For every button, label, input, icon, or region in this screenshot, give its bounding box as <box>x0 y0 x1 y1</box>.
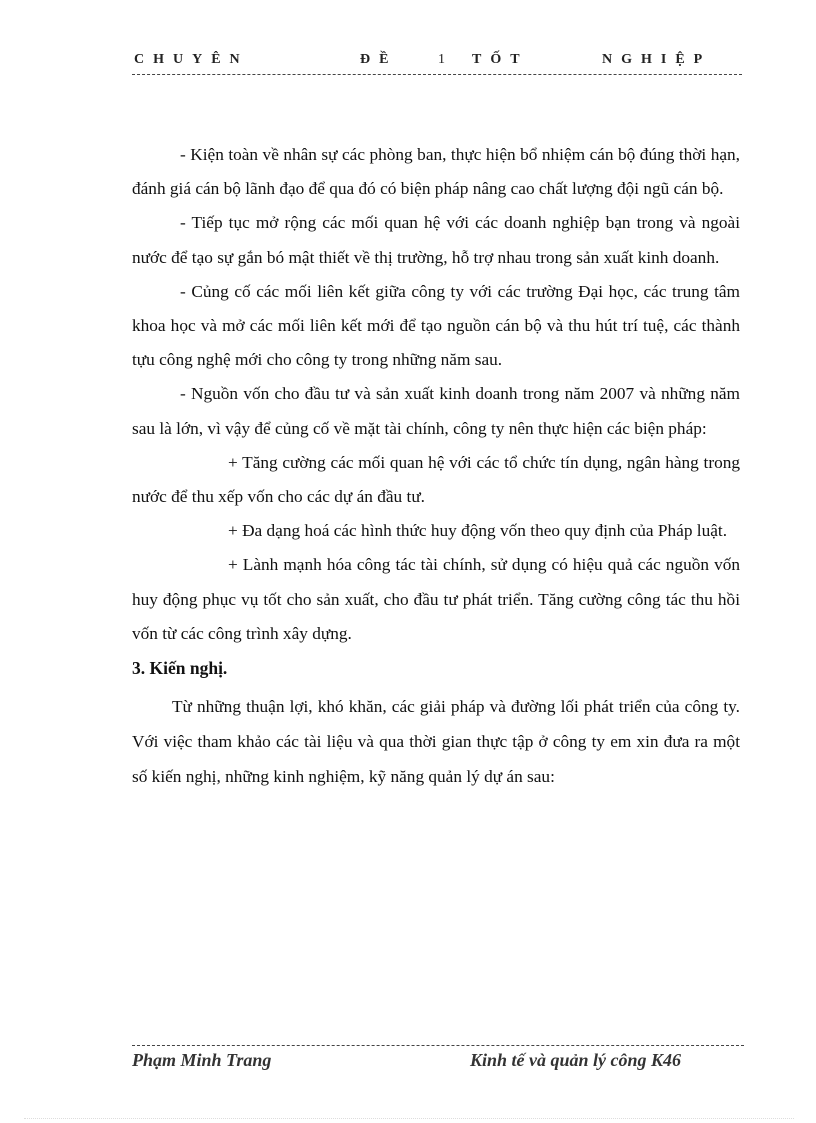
page-edge-divider <box>24 1118 794 1119</box>
paragraph-partnerships: - Tiếp tục mở rộng các mối quan hệ với các doanh nghiệp bạn trong và ngoài nước để tạo sự gắn bó mật thiết về thị trường, hỗ trợ nhau trong sản xuất kinh doanh. <box>132 213 740 267</box>
header-word-nghiep: NGHIỆP <box>602 52 712 67</box>
paragraph-recommendations: Từ những thuận lợi, khó khăn, các giải pháp và đường lối phát triển của công ty. Với việc tham khảo các tài liệu và qua thời gian thực tập ở công ty em xin đưa ra một số kiến nghị, những kinh nghiệm, kỹ năng quản lý dự án sau: <box>132 697 740 787</box>
header-word-de: ĐỀ <box>360 52 398 67</box>
header-word-chuyen: CHUYÊN <box>134 52 249 67</box>
document-body <box>132 138 740 794</box>
paragraph-universities: - Củng cố các mối liên kết giữa công ty với các trường Đại học, các trung tâm khoa học và mở các mối liên kết mới để tạo nguồn cán bộ và thu hút trí tuệ, các thành tựu công nghệ mới cho công ty trong những năm sau. <box>132 281 740 370</box>
paragraph-finance-health: + Lành mạnh hóa công tác tài chính, sử dụng có hiệu quả các nguồn vốn huy động phục vụ tốt cho sản xuất, cho đầu tư phát triển. Tăng cường công tác thu hồi vốn từ các công trình xây dựng. <box>132 555 740 643</box>
header-page-number: 1 <box>438 52 454 67</box>
paragraph-capital: - Nguồn vốn cho đầu tư và sản xuất kinh doanh trong năm 2007 và những năm sau là lớn, vì vậy để củng cố về mặt tài chính, công ty nên thực hiện các biện pháp: <box>132 384 740 438</box>
header-word-tot: TỐT <box>472 52 529 67</box>
footer-course: Kinh tế và quản lý công K46 <box>470 1050 682 1070</box>
section-heading: 3. Kiến nghị. <box>132 658 228 679</box>
footer-author: Phạm Minh Trang <box>132 1050 272 1070</box>
page-header <box>132 50 742 75</box>
paragraph-diversify-funding: + Đa dạng hoá các hình thức huy động vốn theo quy định của Pháp luật. <box>228 521 728 541</box>
paragraph-staffing: - Kiện toàn về nhân sự các phòng ban, thực hiện bổ nhiệm cán bộ đúng thời hạn, đánh giá cán bộ lãnh đạo để qua đó có biện pháp nâng cao chất lượng đội ngũ cán bộ. <box>132 145 740 199</box>
paragraph-credit-relations: + Tăng cường các mối quan hệ với các tổ chức tín dụng, ngân hàng trong nước để thu xếp vốn cho các dự án đầu tư. <box>132 452 740 507</box>
footer-divider <box>132 1045 744 1046</box>
